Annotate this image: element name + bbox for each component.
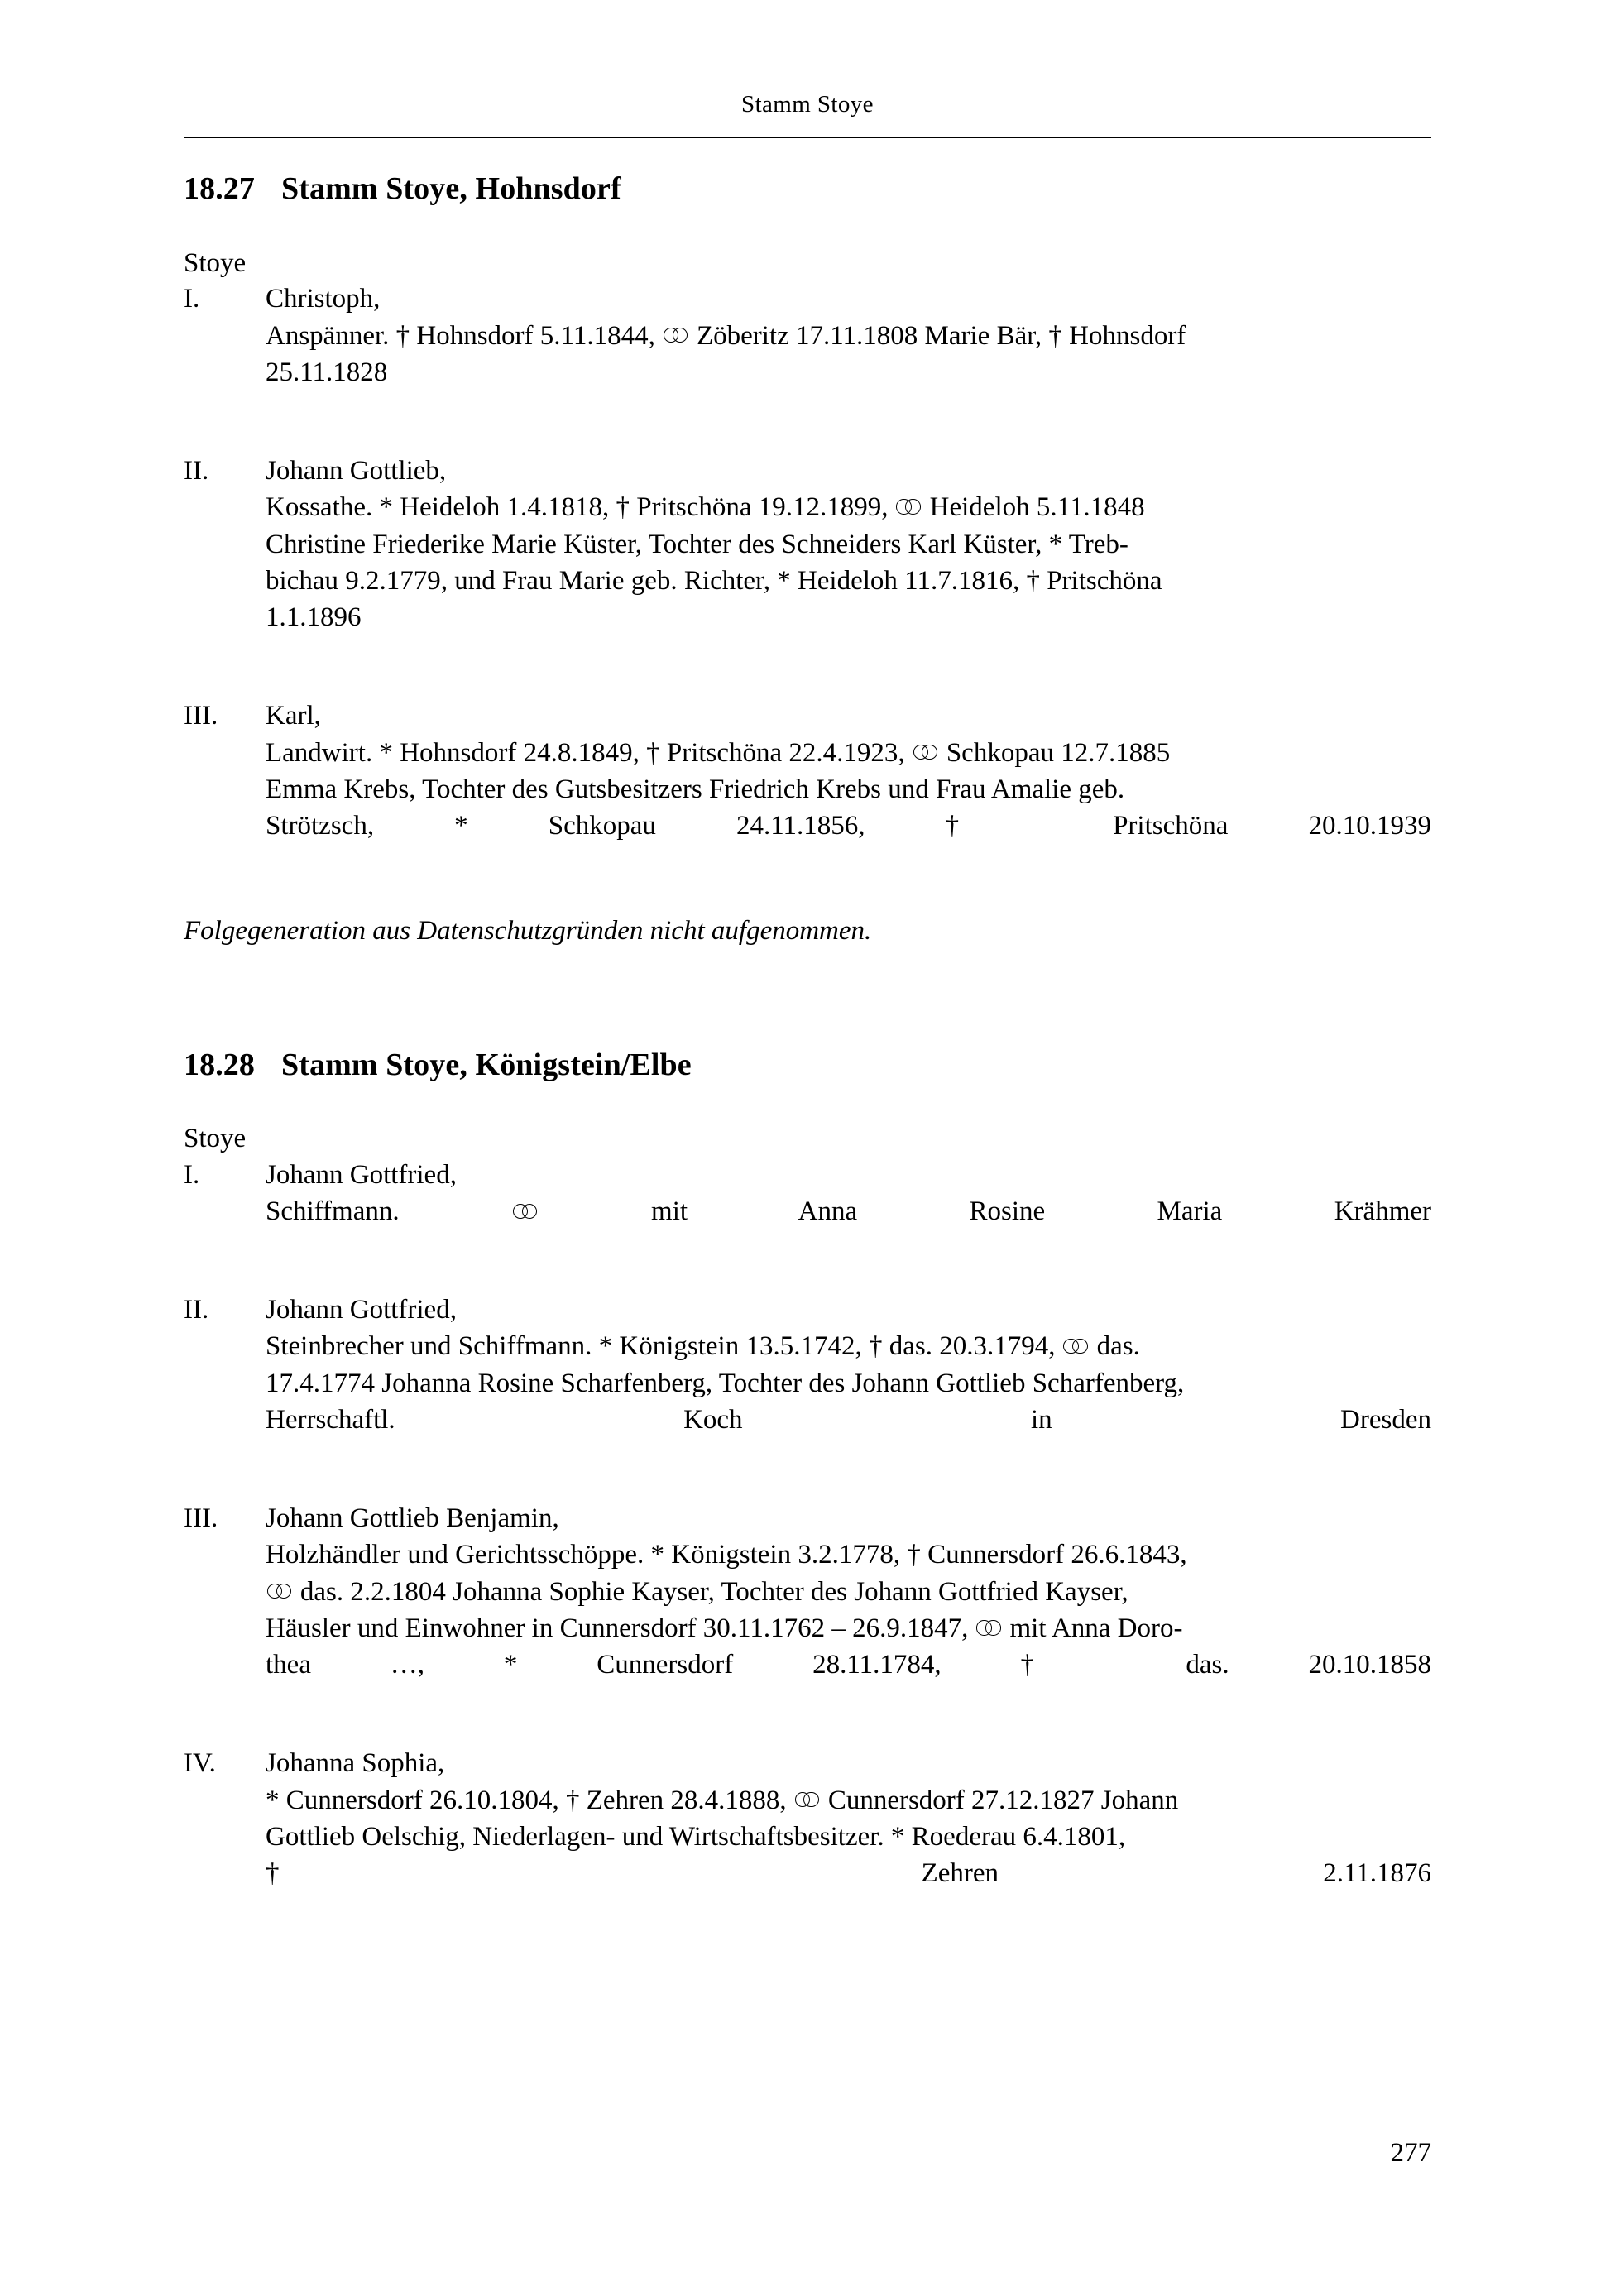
generation-roman-numeral: IV. [184,1748,216,1779]
generation-entry [184,1745,1431,1929]
marriage-symbol-icon [513,1204,538,1220]
generation-entry-body [266,1157,1431,1267]
person-name: Karl, [266,701,321,731]
section-heading-18.27 [184,170,1431,209]
page-number: 277 [1390,2138,1431,2168]
marriage-symbol-icon [1063,1339,1088,1355]
generation-roman-numeral: II. [184,455,209,486]
generation-roman-numeral: II. [184,1295,209,1325]
generation-entry-body [266,453,1431,673]
person-detail-line: Holzhändler und Gerichtsschöppe. * Königstein 3.2.1778, † Cunnersdorf 26.6.1843, [266,1540,1187,1570]
generation-entry-body [266,1500,1431,1720]
person-detail-line: bichau 9.2.1779, und Frau Marie geb. Richter, * Heideloh 11.7.1816, † Pritschöna [266,566,1162,597]
generation-roman-numeral: I. [184,284,200,314]
person-detail-line: Gottlieb Oelschig, Niederlagen- und Wirtschaftsbesitzer. * Roederau 6.4.1801, [266,1821,1126,1852]
person-detail-line: Emma Krebs, Tochter des Gutsbesitzers Friedrich Krebs und Frau Amalie geb. [266,774,1125,804]
vertical-spacer [184,881,1431,913]
page-content [184,170,1431,1929]
section-title: Stamm Stoye, Hohnsdorf [281,171,621,206]
header-rule [184,137,1431,138]
generation-roman-numeral: III. [184,1503,218,1533]
person-name: Johann Gottfried, [266,1295,457,1325]
person-detail-line: 25.11.1828 [266,357,388,388]
marriage-symbol-icon [795,1792,820,1809]
person-detail-line: Strötzsch, * Schkopau 24.11.1856, † Pritschöna 20.10.1939 [266,811,1431,841]
vertical-spacer [184,209,1431,246]
marriage-symbol-icon [267,1584,292,1600]
vertical-spacer [184,1720,1431,1745]
person-detail-line: Landwirt. * Hohnsdorf 24.8.1849, † Pritschöna 22.4.1923, Schkopau 12.7.1885 [266,737,1171,768]
generation-roman-numeral: III. [184,701,218,731]
person-detail-line: 1.1.1896 [266,602,362,633]
vertical-spacer [184,1475,1431,1500]
generation-entry-body [266,280,1431,428]
generation-entry-body [266,1745,1431,1929]
person-detail-line: Herrschaftl. Koch in Dresden [266,1405,1431,1436]
vertical-spacer [184,428,1431,453]
surname-label: Stoye [184,1124,247,1154]
person-name: Christoph, [266,284,381,314]
section-heading-18.28 [184,1046,1431,1086]
generation-entry [184,1500,1431,1720]
generation-entry-body [266,1292,1431,1475]
running-header: Stamm Stoye [741,91,874,117]
marriage-symbol-icon [664,328,688,344]
section-title: Stamm Stoye, Königstein/Elbe [281,1047,692,1082]
privacy-note: Folgegeneration aus Datenschutzgründen nicht aufgenommen. [184,916,872,947]
vertical-spacer [184,673,1431,697]
generation-entry [184,453,1431,673]
person-detail-line: Steinbrecher und Schiffmann. * Königstein 13.5.1742, † das. 20.3.1794, das. [266,1331,1140,1362]
marriage-symbol-icon [976,1620,1001,1637]
marriage-symbol-icon [913,745,938,761]
person-detail-line: das. 2.2.1804 Johanna Sophie Kayser, Tochter des Johann Gottfried Kayser, [266,1574,1431,1610]
generation-roman-numeral: I. [184,1159,200,1190]
person-detail-line: Kossathe. * Heideloh 1.4.1818, † Pritschöna 19.12.1899, Heideloh 5.11.1848 [266,492,1145,523]
person-name: Johanna Sophia, [266,1748,445,1779]
person-detail-line: 17.4.1774 Johanna Rosine Scharfenberg, Tochter des Johann Gottlieb Scharfenberg, [266,1368,1185,1398]
person-detail-line: † Zehren 2.11.1876 [266,1858,1431,1889]
person-detail-line: * Cunnersdorf 26.10.1804, † Zehren 28.4.1888, Cunnersdorf 27.12.1827 Johann [266,1785,1179,1815]
person-detail-line: Anspänner. † Hohnsdorf 5.11.1844, Zöberitz 17.11.1808 Marie Bär, † Hohnsdorf [266,320,1186,351]
vertical-spacer [184,1267,1431,1292]
person-detail-line: Häusler und Einwohner in Cunnersdorf 30.11.1762 – 26.9.1847, mit Anna Doro- [266,1613,1183,1644]
surname-label: Stoye [184,247,247,278]
generation-entry [184,280,1431,428]
person-detail-line: Christine Friederike Marie Küster, Tochter des Schneiders Karl Küster, * Treb- [266,529,1128,559]
person-name: Johann Gottlieb Benjamin, [266,1503,559,1533]
section-number: 18.28 [184,1047,255,1082]
generation-entry [184,1292,1431,1475]
person-name: Johann Gottfried, [266,1159,457,1190]
marriage-symbol-icon [896,499,921,515]
generation-entry [184,1157,1431,1267]
section-number: 18.27 [184,171,255,206]
person-detail-line: Schiffmann. mit Anna Rosine Maria Krähmer [266,1196,1431,1227]
vertical-spacer [184,950,1431,1046]
generation-entry [184,697,1431,881]
generation-entry-body [266,697,1431,881]
person-name: Johann Gottlieb, [266,455,447,486]
person-detail-line: thea …, * Cunnersdorf 28.11.1784, † das. 20.10.1858 [266,1650,1431,1680]
vertical-spacer [184,1085,1431,1121]
